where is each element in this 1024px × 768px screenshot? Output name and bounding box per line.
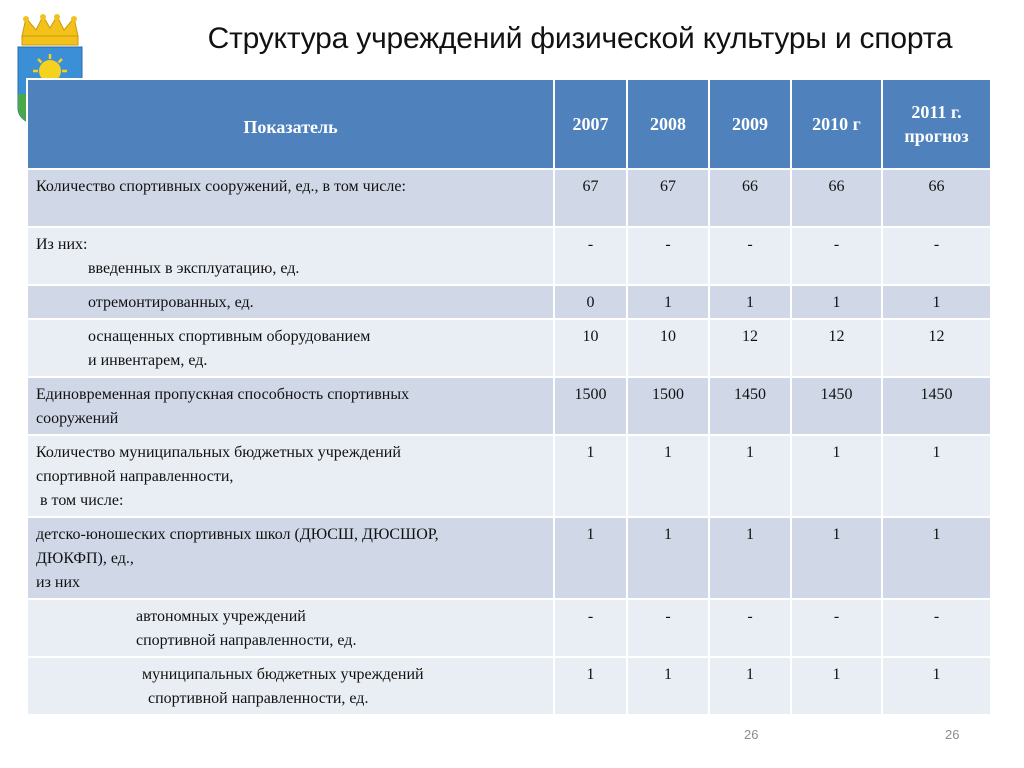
row-label: муниципальных бюджетных учреждений спортивной направленности, ед. bbox=[27, 657, 554, 715]
table-row bbox=[27, 169, 991, 227]
row-label: оснащенных спортивным оборудованием и инвентарем, ед. bbox=[27, 319, 554, 377]
cell-2008: 1500 bbox=[627, 377, 709, 435]
row-label: детско-юношеских спортивных школ (ДЮСШ, ДЮСШОР, ДЮКФП), ед., из них bbox=[27, 517, 554, 599]
cell-2010: - bbox=[791, 227, 882, 285]
row-label: Количество муниципальных бюджетных учреждений спортивной направленности, в том числе: bbox=[27, 435, 554, 517]
cell-2009: 1 bbox=[709, 435, 791, 517]
table-row bbox=[27, 377, 991, 435]
cell-2010: 1 bbox=[791, 517, 882, 599]
cell-2010: 1 bbox=[791, 435, 882, 517]
cell-2008: 67 bbox=[627, 169, 709, 227]
header-2010: 2010 г bbox=[791, 79, 882, 169]
table-row bbox=[27, 657, 991, 715]
cell-2011: 12 bbox=[882, 319, 991, 377]
cell-2011: 1 bbox=[882, 435, 991, 517]
row-label: отремонтированных, ед. bbox=[27, 285, 554, 319]
cell-2008: 1 bbox=[627, 657, 709, 715]
cell-2011: 1 bbox=[882, 657, 991, 715]
cell-2007: 0 bbox=[554, 285, 627, 319]
table-row bbox=[27, 227, 991, 285]
header-2011-forecast bbox=[882, 79, 991, 169]
cell-2007: 1 bbox=[554, 517, 627, 599]
cell-2008: 1 bbox=[627, 285, 709, 319]
row-label: Из них: введенных в эксплуатацию, ед. bbox=[27, 227, 554, 285]
table-header-row bbox=[27, 79, 991, 169]
cell-2009: 66 bbox=[709, 169, 791, 227]
table-row bbox=[27, 435, 991, 517]
table-row bbox=[27, 319, 991, 377]
cell-2007: - bbox=[554, 227, 627, 285]
cell-2010: 66 bbox=[791, 169, 882, 227]
table-row bbox=[27, 285, 991, 319]
slide-title: Структура учреждений физической культуры и спорта bbox=[207, 22, 953, 55]
cell-2009: - bbox=[709, 599, 791, 657]
cell-2011: - bbox=[882, 599, 991, 657]
header-indicator: Показатель bbox=[27, 79, 554, 169]
row-label: автономных учреждений спортивной направленности, ед. bbox=[27, 599, 554, 657]
header-2009: 2009 bbox=[709, 79, 791, 169]
cell-2011: - bbox=[882, 227, 991, 285]
cell-2010: 12 bbox=[791, 319, 882, 377]
page-number-right: 26 bbox=[945, 727, 960, 742]
cell-2007: 1 bbox=[554, 657, 627, 715]
cell-2008: - bbox=[627, 227, 709, 285]
header-2011-note: прогноз bbox=[904, 126, 969, 146]
cell-2009: - bbox=[709, 227, 791, 285]
cell-2009: 1 bbox=[709, 285, 791, 319]
header-2007: 2007 bbox=[554, 79, 627, 169]
cell-2011: 1450 bbox=[882, 377, 991, 435]
cell-2008: 10 bbox=[627, 319, 709, 377]
page-number-left: 26 bbox=[744, 727, 759, 742]
cell-2009: 1 bbox=[709, 657, 791, 715]
cell-2011: 1 bbox=[882, 285, 991, 319]
cell-2007: 67 bbox=[554, 169, 627, 227]
cell-2007: 1500 bbox=[554, 377, 627, 435]
row-label: Количество спортивных сооружений, ед., в том числе: bbox=[27, 169, 554, 227]
cell-2007: 1 bbox=[554, 435, 627, 517]
indicators-table bbox=[26, 78, 992, 716]
header-2011-year: 2011 г. bbox=[911, 102, 962, 122]
cell-2008: 1 bbox=[627, 435, 709, 517]
crown-icon bbox=[22, 14, 78, 45]
table-row bbox=[27, 599, 991, 657]
cell-2009: 12 bbox=[709, 319, 791, 377]
cell-2010: 1 bbox=[791, 285, 882, 319]
header-2008: 2008 bbox=[627, 79, 709, 169]
cell-2010: 1450 bbox=[791, 377, 882, 435]
cell-2008: - bbox=[627, 599, 709, 657]
cell-2007: - bbox=[554, 599, 627, 657]
cell-2011: 66 bbox=[882, 169, 991, 227]
cell-2009: 1 bbox=[709, 517, 791, 599]
cell-2010: - bbox=[791, 599, 882, 657]
cell-2010: 1 bbox=[791, 657, 882, 715]
row-label: Единовременная пропускная способность спортивных сооружений bbox=[27, 377, 554, 435]
cell-2008: 1 bbox=[627, 517, 709, 599]
cell-2009: 1450 bbox=[709, 377, 791, 435]
table-row bbox=[27, 517, 991, 599]
cell-2011: 1 bbox=[882, 517, 991, 599]
cell-2007: 10 bbox=[554, 319, 627, 377]
